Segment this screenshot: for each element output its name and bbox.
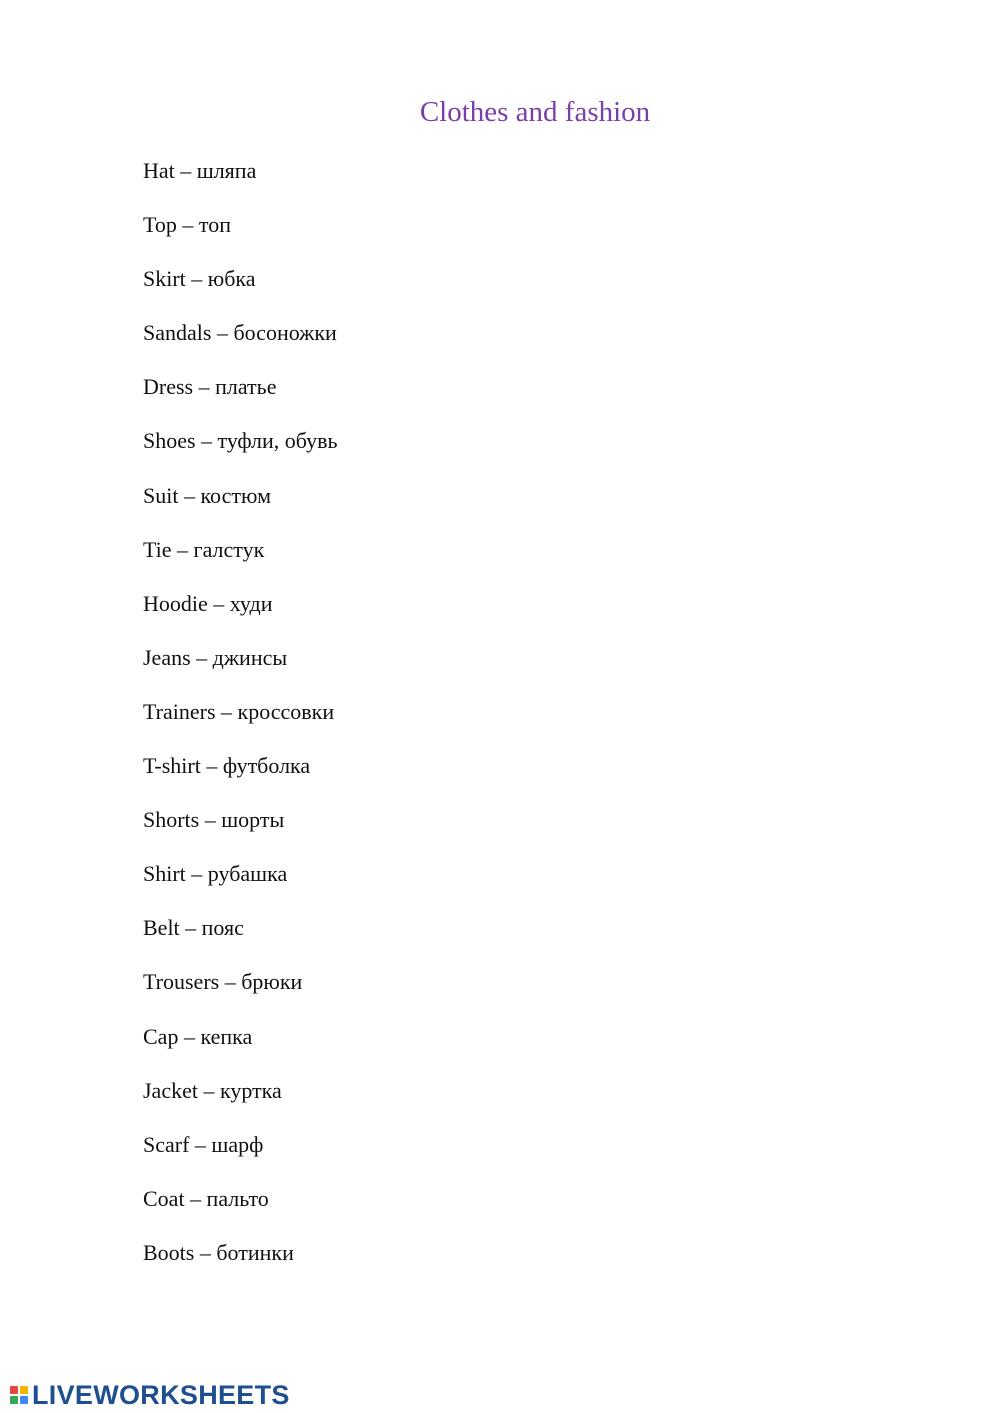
vocab-item: Hat – шляпа bbox=[143, 158, 257, 183]
vocab-item: Suit – костюм bbox=[143, 482, 272, 508]
vocab-item: Top – топ bbox=[143, 212, 231, 238]
vocab-item: Tie – галстук bbox=[143, 536, 265, 562]
vocab-item: Belt – пояс bbox=[143, 915, 244, 941]
vocab-item: Trousers – брюки bbox=[143, 969, 303, 995]
liveworksheets-logo[interactable] bbox=[10, 1380, 290, 1410]
vocab-item: Trainers – кроссовки bbox=[143, 698, 335, 724]
vocab-item: Jacket – куртка bbox=[143, 1077, 282, 1103]
page-title: Clothes and fashion bbox=[419, 96, 651, 128]
logo-block-green bbox=[10, 1396, 18, 1404]
logo-text: LIVEWORKSHEETS bbox=[32, 1379, 290, 1410]
vocabulary-list bbox=[143, 152, 338, 1288]
logo-blocks-icon bbox=[10, 1386, 28, 1404]
vocab-item: Skirt – юбка bbox=[143, 266, 256, 292]
vocab-item: T-shirt – футболка bbox=[143, 753, 311, 779]
vocab-item: Hoodie – худи bbox=[143, 590, 273, 616]
logo-block-yellow bbox=[20, 1386, 28, 1394]
vocab-item: Boots – ботинки bbox=[143, 1239, 294, 1265]
vocab-item: Sandals – босоножки bbox=[143, 320, 337, 346]
vocab-item: Cap – кепка bbox=[143, 1023, 253, 1049]
vocab-item: Dress – платье bbox=[143, 374, 277, 400]
vocab-item: Shoes – туфли, обувь bbox=[143, 428, 338, 454]
logo-block-blue bbox=[20, 1396, 28, 1404]
vocab-item: Shorts – шорты bbox=[143, 807, 285, 833]
vocab-item: Jeans – джинсы bbox=[143, 644, 288, 670]
logo-block-red bbox=[10, 1386, 18, 1394]
vocab-item: Scarf – шарф bbox=[143, 1131, 264, 1157]
vocab-item: Coat – пальто bbox=[143, 1185, 269, 1211]
vocab-item: Shirt – рубашка bbox=[143, 861, 288, 887]
